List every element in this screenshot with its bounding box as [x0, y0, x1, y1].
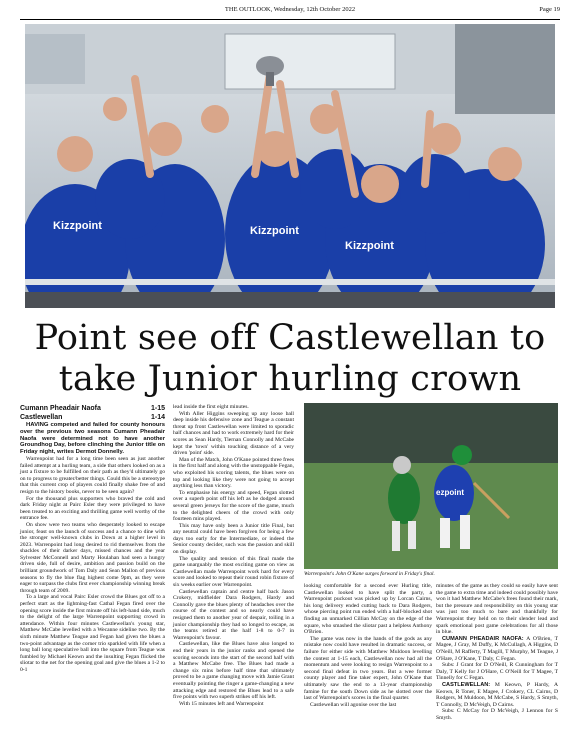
article-paragraph: Warrenpoint had for a long time been seen as just another failed attempt at a hurling team, a side that others looked on as a just a fixture to be fulfilled on their path as they'd ultimately go on to progress to greater/better things. Could this be a stereotype that this current crop of players could finally shake free of and resign to the history books, never to be seen again?: [20, 455, 165, 495]
article-paragraph: lead inside the first eight minutes.: [173, 404, 249, 410]
svg-text:Kizzpoint: Kizzpoint: [345, 240, 394, 252]
team2-score: 1-14: [150, 414, 165, 421]
article-paragraph: Castlewellan captain and centre half back Jason Crokery, midfielder Dara Rodgers, Hardy and Connolly gave the blues plenty of headaches over the course of the contest and so nearly could have resigned them to another year of despair, toiling in a junior championship they had so longed to escape, as the teams retired at the half 1-8 to 0-7 in Warrenpoint's favour.: [173, 588, 294, 641]
svg-text:Kizzpoint: Kizzpoint: [53, 220, 102, 232]
team2-name: Castlewellan: [20, 414, 63, 421]
team1-name: Cumann Pheadair Naofa: [20, 405, 101, 412]
article-paragraph: Man of the Match, John O'Kane pointed three frees in the first half and along with the unstoppable Fegan, who exploited his scoring talents, the blues were on top and looking like they were not going to accept anything less than victory.: [173, 456, 294, 490]
article-paragraph: With 15 minutes left and Warrenpoint: [179, 700, 264, 707]
header-rule: [20, 19, 560, 20]
article-paragraph: The game was now in the hands of the gods as any mistake now could have resulted in dramatic success, or failure for either side with Matthew Muldoon levelling the contest at 1-15 each, Castlewellan now had all the momentum and were looking to resign Warrenpoint to a second final defeat in two years. But a wee former county player and fine taker expert, John O'Kane that ultimately saw the end to a 13-year championship famine for the south Down side as he slotted over the last of Warrenpoint's scores in the final quarter.: [304, 635, 432, 702]
article-column-3: [304, 583, 432, 708]
article-paragraph: minutes of the game as they could so easily have sent the game to extra time and indeed could possibly have won it had Matthew McCabe's frees found their mark, but the pressure and responsibility on this young star was just too much to bare and thankfully for Warrenpoint they held on to their slender lead and spark emotional post game celebrations for all those in blue.: [436, 583, 558, 636]
team1-score: 1-15: [150, 405, 165, 412]
article-paragraph: Castlewellan will agonise over the last: [310, 701, 397, 708]
article-column-2: [173, 404, 294, 707]
cpn-label: CUMANN PHEADAIR NAOFA:: [442, 635, 524, 642]
svg-text:ezpoint: ezpoint: [436, 488, 464, 497]
article-paragraph: looking comfortable for a second ever Hurling title, Castlewellan looked to have split the party, a Warrenpoint puckout was picked up by Lorcan Cairns, his long delivery ended cutting back to Dara Rodgers, whose piercing point run ended with a half-blocked shot finding an unmarked Cillian McCay on the edge of the square, who smashed the sliotar past a helpless Anthony O'Brien.: [304, 583, 432, 636]
article-paragraph: For the thousand plus supporters who braved the cold and dark Friday night at Pairc Esler they were privileged to have been treated to an exciting and thrilling game well worthy of the entrance fee.: [20, 495, 165, 522]
article-paragraph: On show were two teams who desperately looked to escape junior, feast on the launch of success and a chance to dine with the stronger well-known clubs in Down at a higher level in 2023. Warrenpoint had long desired to rid themselves from the shackles of their darker days, missed chances and the year Sylvester McConnell and Marty Houlahan had seen a hungry driven side, full of desire, ambition and passion build on the brilliant groundwork of Tom Daly and Sean Mallon of previous seasons to fly the blue flag highest come 9pm, as they were eager to surpass the clubs first ever championship winning break through team of 2009.: [20, 521, 165, 594]
article-paragraph: The quality and tension of this final made the game unarguably the most exciting game on view as Castlewellan made Warrenpoint work hard for every score and looked to repeat their round robin fixture of six weeks earlier over Warrenpoint.: [173, 555, 294, 589]
article-paragraph: Castlewellan, like the Blues have also longed to end their years in the junior ranks and opened the scoring seconds into the start of the second half with a Matthew McCabe free. The Blues had made a change six mins before half time that ultimately proved to be a game changing move with Jamie Grant eventually pointing the ringer a game-changing a new attacking edge and restored the Blues lead to a safe five points with two superb strikes off his left.: [173, 641, 295, 701]
publication-line: THE OUTLOOK, Wednesday, 12th October 2022: [224, 6, 356, 13]
action-photo: [304, 403, 558, 569]
team-celebration-photo: [25, 24, 555, 308]
castlewellan-lineup: [436, 682, 558, 708]
castlewellan-subs: Subs: C McCay for D McVeigh, J Lennon for S Smyth.: [436, 708, 558, 721]
cpn-lineup: [436, 636, 558, 662]
article-intro: HAVING competed and failed for county honours over the previous two seasons Cumann Pheadair Naofa were determined not to have another Groundhog Day, before clinching the Junior title on Friday night, writes Dermot Donnelly.: [20, 422, 165, 456]
castlewellan-players: M Keown, P Hardy, A Keown, R Toner, E Magee, J Crokery, CL Cairns, D Rodgers, M Muldoon, M McCabe, S Hardy, S Smyth, T Connolly, D McVeigh, D Cairns.: [436, 681, 558, 708]
page-header: [20, 6, 560, 18]
page-number: Page 19: [539, 6, 560, 13]
article-column-1: [20, 404, 165, 674]
article-paragraph: To emphasise his energy and speed, Fegan slotted over a superb point off his left as he dodged around several green jerseys for the score of the game, much to the delighted cheers of the crowd with only fourteen mins played.: [173, 489, 294, 523]
photo-caption: Warrenpoint's John O'Kane surges forward in Friday's final.: [304, 571, 435, 577]
headline: Point see off Castlewellan to take Junior hurling crown: [34, 318, 546, 399]
svg-text:Kizzpoint: Kizzpoint: [250, 225, 299, 237]
score-box: [20, 404, 165, 422]
cpn-subs: Subs: J Grant for D O'Neill, R Cunningham for T Daly, T Kelly for J O'Hare, C O'Neill for T Magee, T Tinnelly for C Fegan.: [436, 662, 558, 682]
article-column-4: [436, 583, 558, 721]
article-paragraph: With Aller Higgins sweeping up any loose ball deep inside his defensive zone and Teague a constant threat up front Castlewellan were limited to sporadic half chances and had to work extremely hard for their scores as Sean Hardy, Tiernan Connolly and McCabe kept the 'town' within touching distance of a very driven 'point' side.: [173, 410, 294, 457]
cpn-players: A O'Brien, T Magee, J Gray, M Duffy, K McCullagh, A Higgins, D O'Neill, M Rafferty, T Magill, T Murphy, M Teague, J O'Hare, J O'Kane, T Daly, C Fegan.: [436, 635, 559, 662]
castlewellan-label: CASTLEWELLAN:: [442, 681, 491, 688]
article-paragraph: This may have only been a Junior title Final, but any neutral could have been forgiven for being a few days too early for the Intermediate, or indeed the Senior county decider, such was the passion and skill on display.: [173, 522, 294, 556]
article-paragraph: To a large and vocal Pairc Esler crowd the Blues got off to a perfect start as the lightning-fast Cathal Fegan fired over the opening score inside the first minute off his left-hand side, much to the delight of the large Warrenpoint supporting crowd in attendance. Within four minutes Castlewellan's young star, Matthew McCabe levelled with a Wecanne sideline two. By the sixth minute Matthew Teague and Fegan had given the blues a two-point advantage as the corner trio sparkled with life when a long ball long speculative ball into the square from Teague was fumbled by Michael Keown and the insulting Fegan flicked the sliotar to the net for the opening goal and give the blues a 1-2 to 0-1: [20, 594, 165, 673]
